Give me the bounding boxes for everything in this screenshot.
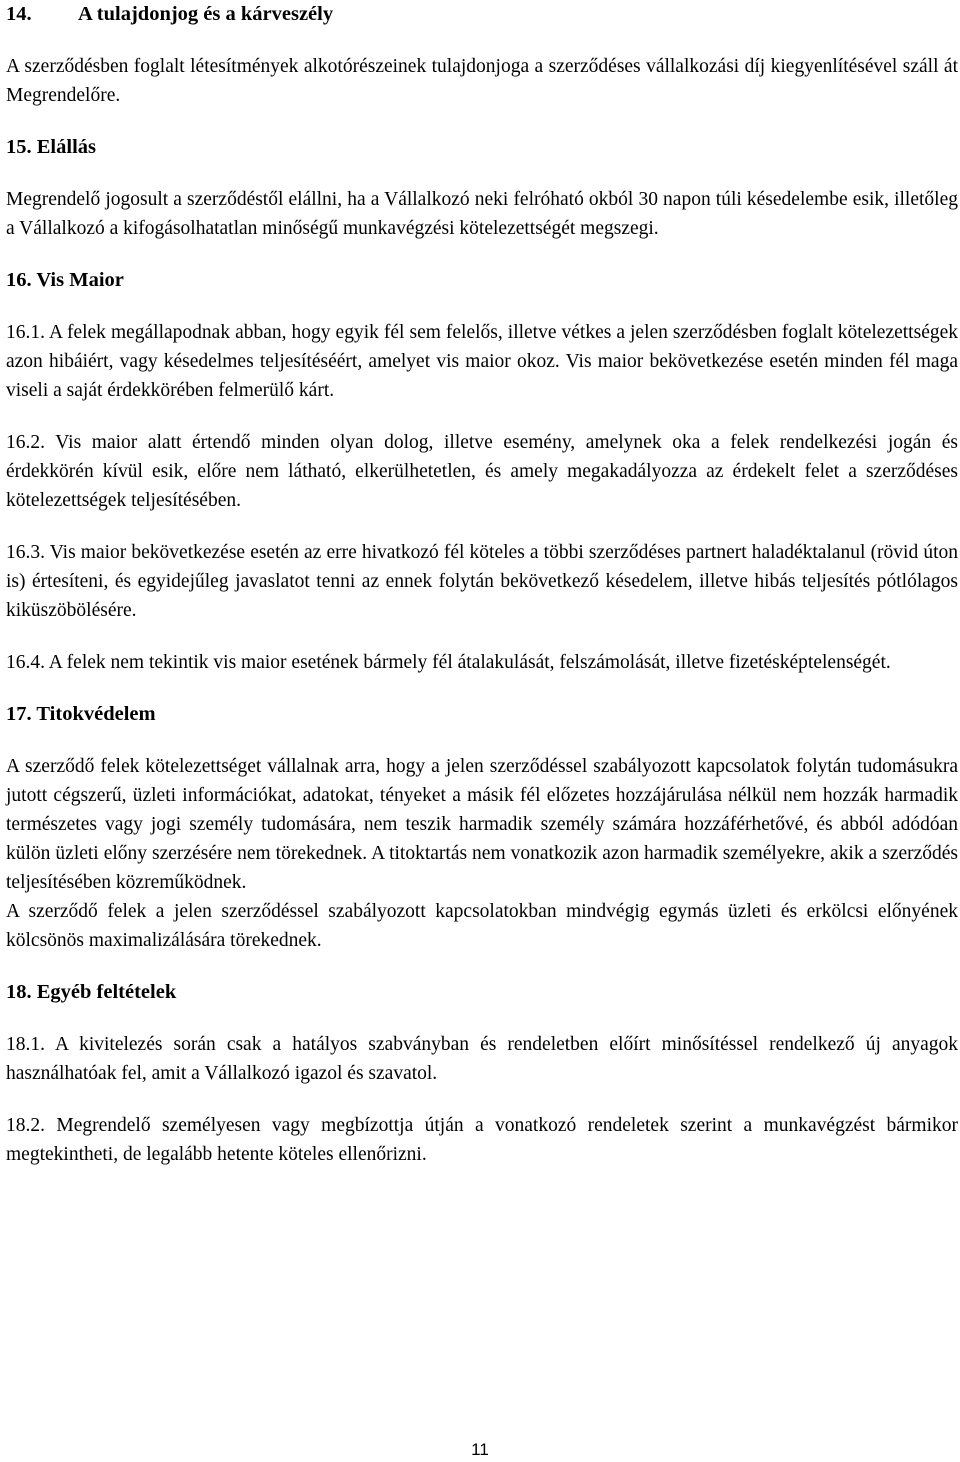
section-17-paragraph-2: A szerződő felek a jelen szerződéssel szabályozott kapcsolatokban mindvégig egymás üzleti és erkölcsi előnyének kölcsönös maximalizálására törekednek.: [6, 901, 958, 951]
section-15-heading: 15. Elállás: [6, 136, 96, 158]
section-16-heading: 16. Vis Maior: [6, 269, 124, 291]
section-16-2-paragraph: 16.2. Vis maior alatt értendő minden olyan dolog, illetve esemény, amelynek oka a felek rendelkezési jogán és érdekkörén kívül esik, előre nem látható, elkerülhetetlen, és amely megakadályozza az érdekelt felet a szerződéses kötelezettségek teljesítésében.: [6, 432, 958, 511]
section-18-1-paragraph: 18.1. A kivitelezés során csak a hatályos szabványban és rendeletben előírt minősítéssel rendelkező új anyagok használhatóak fel, amit a Vállalkozó igazol és szavatol.: [6, 1034, 958, 1084]
section-18-2-paragraph: 18.2. Megrendelő személyesen vagy megbízottja útján a vonatkozó rendeletek szerint a munkavégzést bármikor megtekintheti, de legalább hetente köteles ellenőrizni.: [6, 1115, 958, 1165]
section-18-heading: 18. Egyéb feltételek: [6, 981, 177, 1003]
section-17-paragraph-1: A szerződő felek kötelezettséget vállalnak arra, hogy a jelen szerződéssel szabályozott kapcsolatok folytán tudomásukra jutott cégszerű, üzleti információkat, adatokat, tényeket a másik fél előzetes hozzájárulása nélkül nem hozzák harmadik természetes vagy jogi személy tudomására, nem teszik harmadik személy számára hozzáférhetővé, és abból adódóan külön üzleti előny szerzésére nem törekednek. A titoktartás nem vonatkozik azon harmadik személyekre, akik a szerződés teljesítésében közreműködnek.: [6, 756, 958, 893]
section-14-paragraph: A szerződésben foglalt létesítmények alkotórészeinek tulajdonjoga a szerződéses vállalkozási díj kiegyenlítésével száll át Megrendelőre.: [6, 56, 958, 106]
section-14-heading: [6, 0, 958, 29]
section-14-number: 14.: [6, 3, 32, 25]
section-15-paragraph: Megrendelő jogosult a szerződéstől elállni, ha a Vállalkozó neki felróható okból 30 napon túli késedelembe esik, illetőleg a Vállalkozó a kifogásolhatatlan minőségű munkavégzési kötelezettségét megszegi.: [6, 189, 958, 239]
section-16-3-paragraph: 16.3. Vis maior bekövetkezése esetén az erre hivatkozó fél köteles a többi szerződéses partnert haladéktalanul (rövid úton is) értesíteni, és egyidejűleg javaslatot tenni az ennek folytán bekövetkező késedelem, illetve hibás teljesítés pótlólagos kiküszöbölésére.: [6, 542, 958, 621]
document-page: [6, 0, 958, 1169]
section-16-4-paragraph: 16.4. A felek nem tekintik vis maior esetének bármely fél átalakulását, felszámolását, illetve fizetésképtelenségét.: [6, 652, 891, 673]
page-number: 11: [471, 1440, 489, 1459]
section-14-title: A tulajdonjog és a kárveszély: [78, 3, 334, 25]
section-17-heading: 17. Titokvédelem: [6, 703, 156, 725]
section-16-1-paragraph: 16.1. A felek megállapodnak abban, hogy egyik fél sem felelős, illetve vétkes a jelen szerződésben foglalt kötelezettségek azon hibáiért, vagy késedelmes teljesítéséért, amelyet vis maior okoz. Vis maior bekövetkezése esetén minden fél maga viseli a saját érdekkörében felmerülő kárt.: [6, 322, 958, 401]
